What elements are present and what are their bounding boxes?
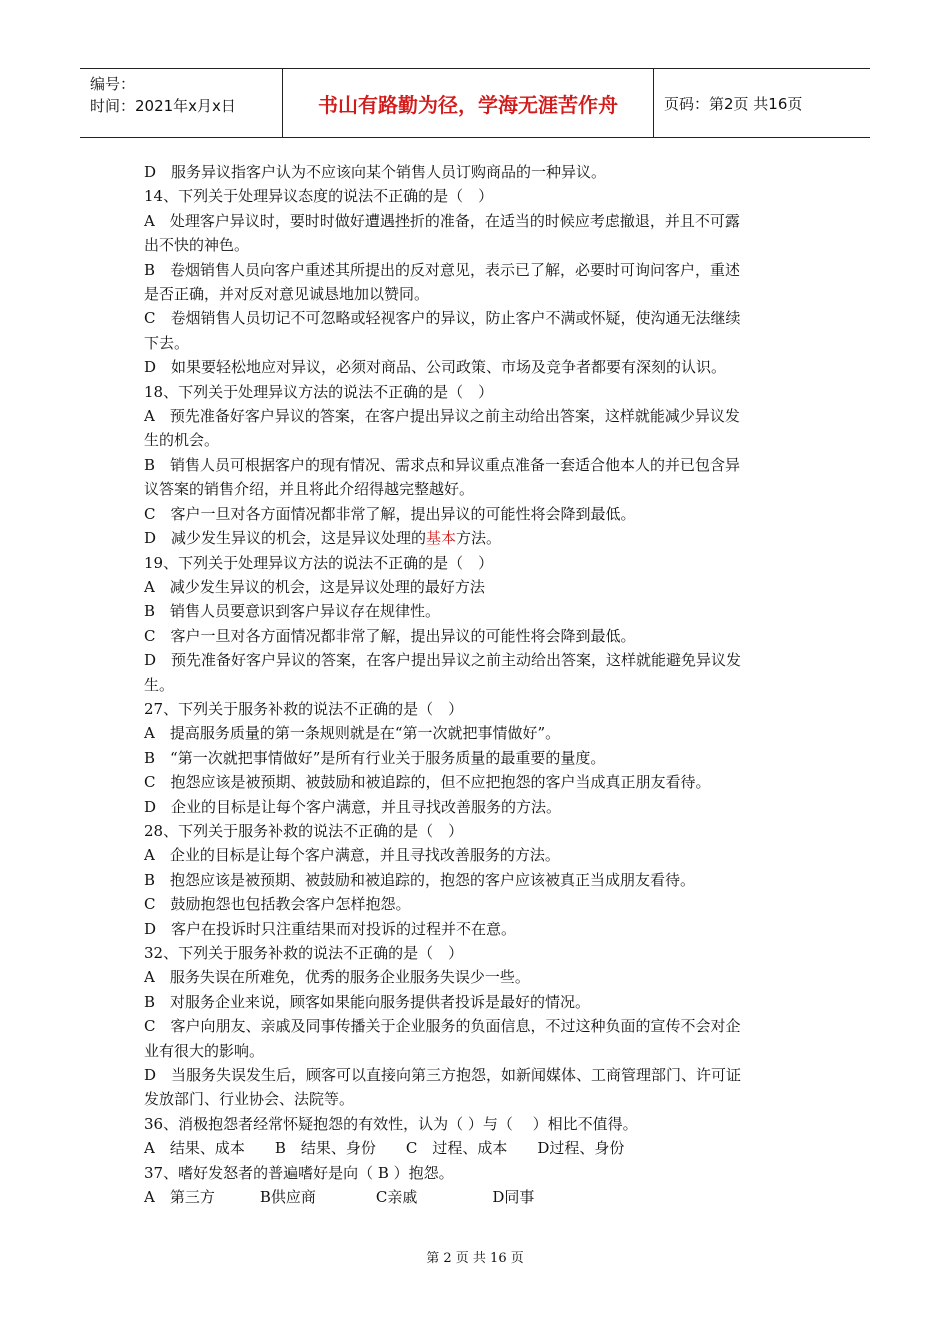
- number-label: 编号：: [90, 75, 136, 93]
- question-line: 14、下列关于处理异议态度的说法不正确的是（ ）: [144, 187, 494, 206]
- question-line: 37、嗜好发怒者的普遍嗜好是向（ B ）抱怨。: [144, 1163, 454, 1182]
- page-footer: 第 2 页 共 16 页: [426, 1251, 524, 1266]
- text-line: D 客户在投诉时只注重结果而对投诉的过程并不在意。: [144, 919, 517, 938]
- text-line: D 服务异议指客户认为不应该向某个销售人员订购商品的一种异议。: [144, 163, 607, 181]
- text-line: D 企业的目标是让每个客户满意，并且寻找改善服务的方法。: [144, 797, 562, 816]
- text-line: C 客户一旦对各方面情况都非常了解，提出异议的可能性将会降到最低。: [144, 626, 636, 645]
- document-body: [144, 160, 810, 1209]
- text-line: C 客户一旦对各方面情况都非常了解，提出异议的可能性将会降到最低。: [144, 504, 636, 523]
- header-page-number: 页码：第2页 共16页: [664, 94, 803, 113]
- text-line: B “第一次就把事情做好”是所有行业关于服务质量的最重要的量度。: [144, 748, 606, 767]
- text-line: A 减少发生异议的机会，这是异议处理的最好方法: [144, 577, 485, 596]
- text-line: C 卷烟销售人员切记不可忽略或轻视客户的异议，防止客户不满或怀疑，使沟通无法继续: [144, 309, 741, 328]
- question-line: 32、下列关于服务补救的说法不正确的是（ ）: [144, 944, 464, 962]
- question-line: 28、下列关于服务补救的说法不正确的是（ ）: [144, 821, 464, 840]
- text-line: 业有很大的影响。: [144, 1041, 265, 1060]
- header-motto: 书山有路勤为径，学海无涯苦作舟: [283, 69, 654, 137]
- text-line: C 客户向朋友、亲戚及同事传播关于企业服务的负面信息，不过这种负面的宣传不会对企: [144, 1017, 741, 1036]
- question-line: 27、下列关于服务补救的说法不正确的是（ ）: [144, 699, 464, 718]
- question-line: 18、下列关于处理异议方法的说法不正确的是（ ）: [144, 382, 494, 401]
- date-label: 时间：2021年x月x日: [90, 97, 236, 115]
- question-line: 19、下列关于处理异议方法的说法不正确的是（ ）: [144, 553, 494, 572]
- text-line: C 鼓励抱怨也包括教会客户怎样抱怨。: [144, 895, 411, 914]
- text-after: 方法。: [456, 529, 502, 548]
- text-line: D 如果要轻松地应对异议，必须对商品、公司政策、市场及竞争者都要有深刻的认识。: [144, 358, 727, 377]
- page-header: [80, 68, 870, 138]
- text-line: 出不快的神色。: [144, 236, 250, 255]
- text-before: D 减少发生异议的机会，这是异议处理的: [144, 529, 427, 548]
- highlighted-word: 基本: [426, 529, 457, 548]
- text-line: A 服务失误在所难免，优秀的服务企业服务失误少一些。: [144, 968, 530, 987]
- text-line: 发放部门、行业协会、法院等。: [144, 1090, 355, 1109]
- text-line: B 销售人员要意识到客户异议存在规律性。: [144, 602, 441, 621]
- text-line: B 对服务企业来说，顾客如果能向服务提供者投诉是最好的情况。: [144, 992, 591, 1011]
- text-line: 生的机会。: [144, 431, 220, 450]
- text-line: A 预先准备好客户异议的答案，在客户提出异议之前主动给出答案，这样就能减少异议发: [144, 407, 740, 426]
- text-line: 生。: [144, 675, 175, 694]
- text-line: 下去。: [144, 333, 190, 352]
- text-line: A 结果、成本 B 结果、身份 C 过程、成本 D过程、身份: [144, 1139, 625, 1158]
- text-line: B 卷烟销售人员向客户重述其所提出的反对意见，表示已了解，必要时可询问客户，重述: [144, 260, 741, 279]
- text-line: D 预先准备好客户异议的答案，在客户提出异议之前主动给出答案，这样就能避免异议发: [144, 651, 742, 670]
- text-line-highlighted: [144, 526, 810, 550]
- question-line: 36、消极抱怨者经常怀疑抱怨的有效性，认为（ ）与（ ）相比不值得。: [144, 1114, 638, 1133]
- text-line: 议答案的销售介绍，并且将此介绍得越完整越好。: [144, 480, 475, 499]
- text-line: B 抱怨应该是被预期、被鼓励和被追踪的，抱怨的客户应该被真正当成朋友看待。: [144, 870, 696, 889]
- text-line: A 企业的目标是让每个客户满意，并且寻找改善服务的方法。: [144, 846, 560, 865]
- text-line: 是否正确，并对反对意见诚恳地加以赞同。: [144, 285, 430, 304]
- header-info-cell: [80, 69, 283, 137]
- text-line: D 当服务失误发生后，顾客可以直接向第三方抱怨，如新闻媒体、工商管理部门、许可证: [144, 1066, 742, 1085]
- text-line: C 抱怨应该是被预期、被鼓励和被追踪的，但不应把抱怨的客户当成真正朋友看待。: [144, 773, 711, 792]
- text-line: B 销售人员可根据客户的现有情况、需求点和异议重点准备一套适合他本人的并已包含异: [144, 455, 741, 474]
- text-line: A 提高服务质量的第一条规则就是在“第一次就把事情做好”。: [144, 724, 561, 743]
- text-line: A 第三方 B供应商 C亲戚 D同事: [144, 1188, 535, 1207]
- text-line: A 处理客户异议时，要时时做好遭遇挫折的准备，在适当的时候应考虑撤退，并且不可露: [144, 211, 740, 230]
